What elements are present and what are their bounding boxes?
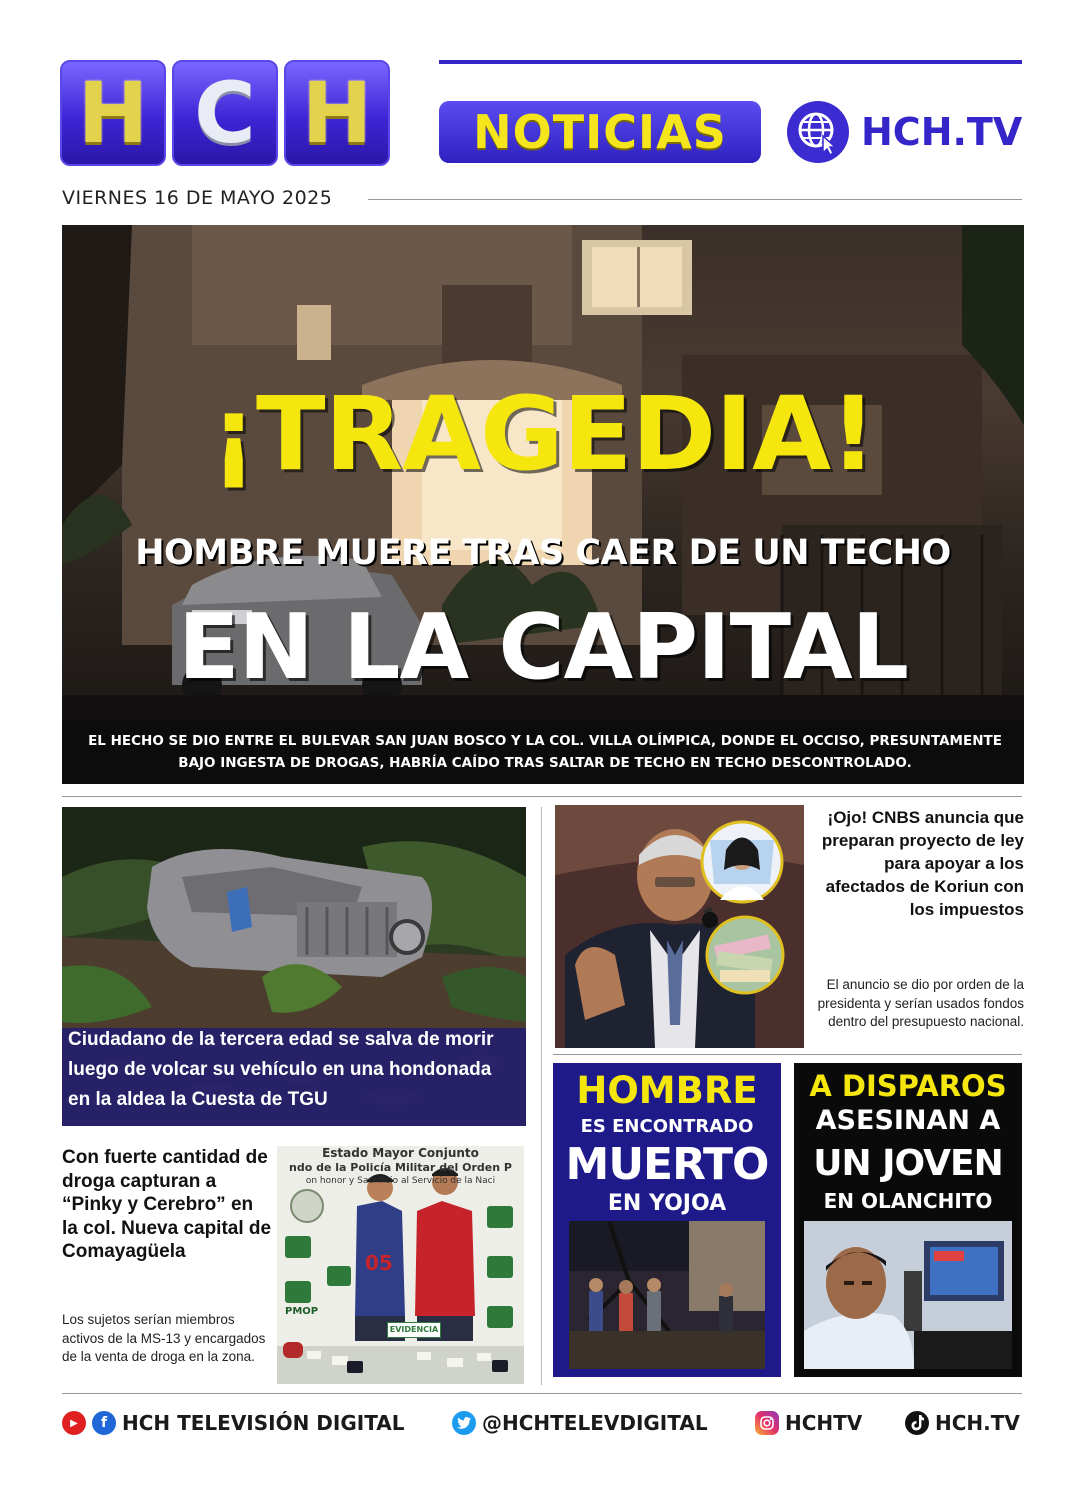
youtube-icon[interactable]: ▶ [62,1411,86,1435]
hero-location: EN LA CAPITAL [177,595,909,700]
website-link[interactable]: HCH.TV [861,110,1023,154]
globe-cursor-icon[interactable] [787,101,849,163]
section-divider [62,796,1022,797]
date-divider [368,199,1022,200]
olanchito-story[interactable] [794,1063,1022,1377]
pmop-banner-line1: Estado Mayor Conjunto [322,1146,479,1160]
yojoa-photo [569,1221,765,1369]
footer-facebook-youtube[interactable] [62,1406,405,1440]
car-accident-story[interactable] [62,807,526,1126]
right-column-divider [553,1054,1022,1055]
facebook-handle: HCH TELEVISIÓN DIGITAL [122,1411,405,1435]
instagram-icon[interactable] [755,1411,779,1435]
logo-letter-c: C [172,60,278,166]
yojoa-line2: ES ENCONTRADO [580,1116,754,1137]
jersey-number: 05 [365,1251,393,1275]
tiktok-icon[interactable] [905,1411,929,1435]
facebook-icon[interactable]: f [92,1411,116,1435]
hero-headline: ¡TRAGEDIA! [210,375,876,494]
logo-letter-h2: H [284,60,390,166]
hero-subheadline: HOMBRE MUERE TRAS CAER DE UN TECHO [135,533,951,573]
cnbs-story-headline[interactable]: ¡Ojo! CNBS anuncia que preparan proyecto de ley para apoyar a los afectados de Koriun con los impuestos [821,808,1024,919]
olanchito-line3: UN JOVEN [813,1143,1003,1184]
footer-twitter[interactable] [452,1406,708,1440]
cnbs-story-summary: El anuncio se dio por orden de la presidenta y serían usados fondos dentro del presupuesto nacional. [817,977,1024,1029]
header-divider [439,60,1022,64]
drug-story-summary: Los sujetos serían miembros activos de la MS-13 y encargados de la venta de droga en la zona. [62,1312,266,1364]
column-divider [541,807,542,1385]
hero-story[interactable] [62,225,1024,784]
logo-letter-h1: H [60,60,166,166]
drug-arrest-photo[interactable] [277,1146,524,1384]
olanchito-line2: ASESINAN A [815,1105,1001,1136]
car-story-headline: Ciudadano de la tercera edad se salva de morir luego de volcar su vehículo en una hondonada en la aldea la Cuesta de TGU [68,1029,494,1110]
olanchito-photo [804,1221,1012,1369]
olanchito-line4: EN OLANCHITO [823,1189,993,1213]
hch-logo[interactable] [60,60,390,166]
tiktok-handle: HCH.TV [935,1411,1020,1435]
cnbs-story-photo[interactable] [555,805,804,1048]
pmop-badge: PMOP [285,1306,319,1317]
yojoa-line4: EN YOJOA [607,1191,727,1216]
footer-tiktok[interactable] [905,1406,1020,1440]
pmop-banner-line3: on honor y Sacrificio al Servicio de la Naci [305,1176,496,1186]
drug-story-headline[interactable]: Con fuerte cantidad de droga capturan a “Pinky y Cerebro” en la col. Nueva capital de Comayagüela [62,1147,272,1263]
official-portrait [555,805,804,1048]
hero-caption: EL HECHO SE DIO ENTRE EL BULEVAR SAN JUAN BOSCO Y LA COL. VILLA OLÍMPICA, DONDE EL OCCISO, PRESUNTAMENTE BAJO INGESTA DE DROGAS, HABRÍA CAÍDO TRAS SALTAR DE TECHO EN TECHO DESCONTROLADO. [88,733,1002,771]
yojoa-story[interactable] [553,1063,781,1377]
yojoa-line3: MUERTO [565,1139,769,1190]
social-footer [62,1406,1022,1440]
pmop-banner-line2: ndo de la Policía Militar del Orden P [289,1161,512,1174]
twitter-handle: @HCHTELEVDIGITAL [482,1411,708,1435]
evidence-label: EVIDENCIA [387,1322,441,1338]
yojoa-line1: HOMBRE [576,1069,758,1112]
footer-divider [62,1393,1022,1394]
olanchito-line1: A DISPAROS [809,1069,1007,1103]
twitter-icon[interactable] [452,1411,476,1435]
hero-photo-house-night [62,225,1024,784]
section-badge-noticias: NOTICIAS [439,101,761,163]
footer-instagram[interactable] [755,1406,862,1440]
instagram-handle: HCHTV [785,1411,863,1435]
issue-date: VIERNES 16 DE MAYO 2025 [62,187,333,209]
